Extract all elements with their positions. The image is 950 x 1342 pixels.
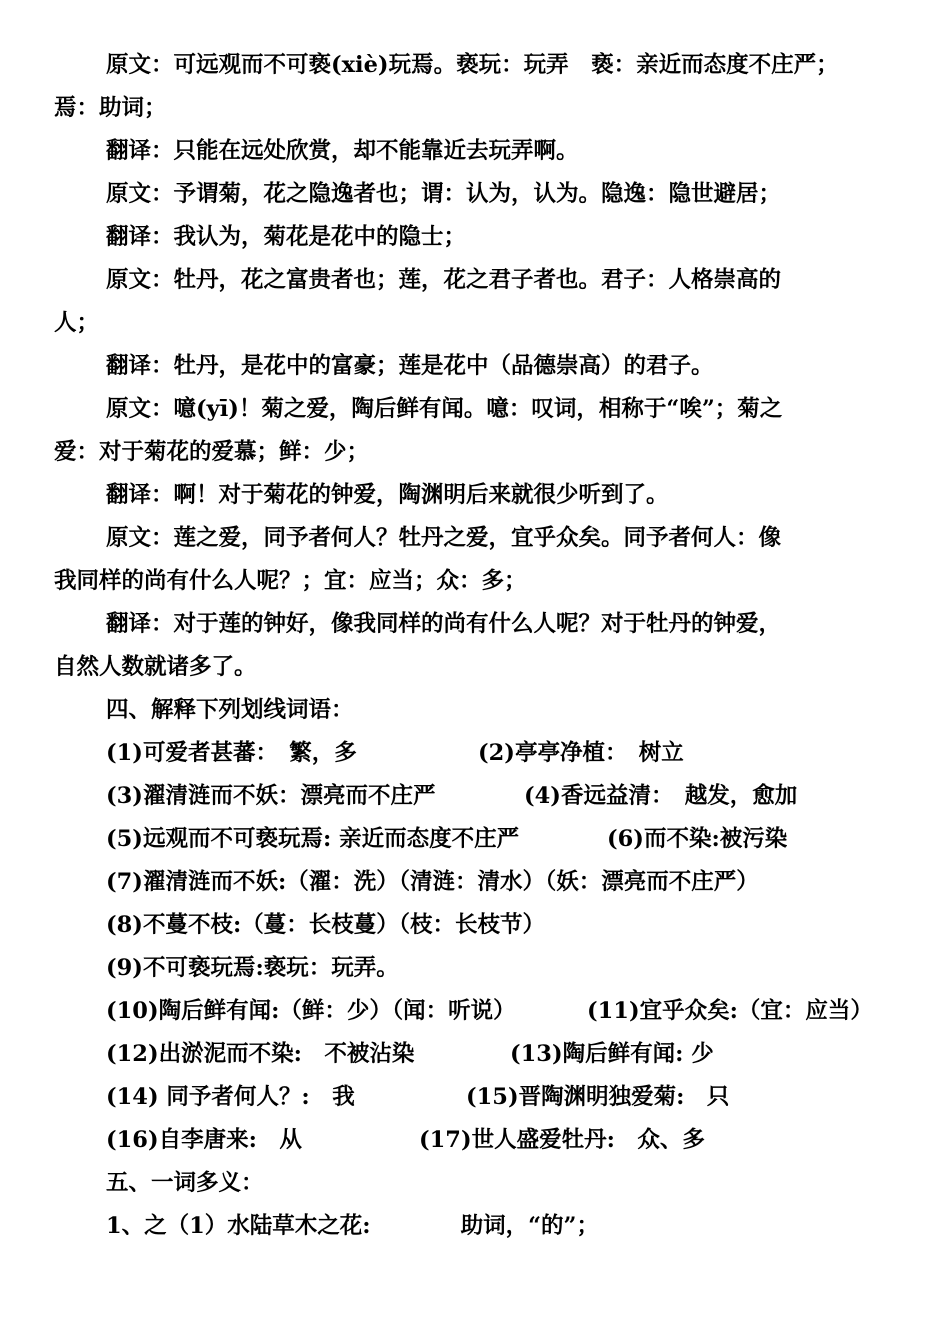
definition-item: (15)晋陶渊明独爱菊: 只 xyxy=(466,1084,730,1110)
text-line: 我同样的尚有什么人呢？；宜：应当；众：多； xyxy=(54,568,527,594)
definition-row xyxy=(54,1119,914,1162)
definition-row xyxy=(54,818,914,861)
text-line: 翻译：牡丹，是花中的富豪；莲是花中（品德崇高）的君子。 xyxy=(106,353,714,379)
definition-row xyxy=(54,1033,914,1076)
text-line: 原文：可远观而不可亵(xiè)玩焉。亵玩：玩弄 亵：亲近而态度不庄严； xyxy=(106,52,839,78)
definition-row xyxy=(54,1076,914,1119)
text-line: 1、之（1）水陆草木之花: 助词，“的”； xyxy=(106,1213,600,1239)
text-line: 自然人数就诸多了。 xyxy=(54,654,257,680)
definition-item: (11)宜乎众矣:（宜：应当） xyxy=(587,998,873,1024)
text-line: 翻译：对于莲的钟好，像我同样的尚有什么人呢？对于牡丹的钟爱， xyxy=(106,611,782,637)
definition-item: (5)远观而不可亵玩焉: 亲近而态度不庄严 xyxy=(106,826,520,852)
text-line: 翻译：啊！对于菊花的钟爱，陶渊明后来就很少听到了。 xyxy=(106,482,669,508)
definition-item: (10)陶后鲜有闻:（鲜：少）（闻：听说） xyxy=(106,998,516,1024)
text-line: 翻译：我认为，菊花是花中的隐士； xyxy=(106,224,467,250)
definition-item: (16)自李唐来: 从 xyxy=(106,1127,302,1153)
section-heading: 四、解释下列划线词语： xyxy=(106,697,354,723)
definition-item: (9)不可亵玩焉:亵玩：玩弄。 xyxy=(106,955,399,981)
definition-item: (2)亭亭净植： 树立 xyxy=(478,740,684,766)
definition-item: (13)陶后鲜有闻: 少 xyxy=(510,1041,714,1067)
definition-item: (4)香远益清： 越发，愈加 xyxy=(524,783,798,809)
text-line: 原文：牡丹，花之富贵者也；莲，花之君子者也。君子：人格崇高的 xyxy=(106,267,782,293)
definition-item: (8)不蔓不枝:（蔓：长枝蔓）（枝：长枝节） xyxy=(106,912,546,938)
section-heading: 五、一词多义： xyxy=(106,1170,264,1196)
definition-item: (7)濯清涟而不妖:（濯：洗）（清涟：清水）（妖：漂亮而不庄严） xyxy=(106,869,759,895)
text-line: 原文：噫(yī)！菊之爱，陶后鲜有闻。噫：叹词，相称于“唉”；菊之 xyxy=(106,396,783,422)
definition-item: (3)濯清涟而不妖：漂亮而不庄严 xyxy=(106,783,436,809)
text-line: 翻译：只能在远处欣赏，却不能靠近去玩弄啊。 xyxy=(106,138,579,164)
definition-item: (14) 同予者何人？: 我 xyxy=(106,1084,355,1110)
text-line: 原文：莲之爱，同予者何人？牡丹之爱，宜乎众矣。同予者何人：像 xyxy=(106,525,782,551)
text-line: 焉：助词； xyxy=(54,95,167,121)
definition-row xyxy=(54,732,914,775)
definition-item: (6)而不染:被污染 xyxy=(607,826,788,852)
text-line: 原文：予谓菊，花之隐逸者也；谓：认为，认为。隐逸：隐世避居； xyxy=(106,181,782,207)
definition-item: (17)世人盛爱牡丹: 众、多 xyxy=(419,1127,705,1153)
definition-item: (12)出淤泥而不染: 不被沾染 xyxy=(106,1041,415,1067)
definition-row xyxy=(54,990,914,1033)
document-page xyxy=(54,44,914,1248)
text-line: 人； xyxy=(54,310,100,336)
definition-item: (1)可爱者甚蕃： 繁，多 xyxy=(106,740,357,766)
definition-row xyxy=(54,775,914,818)
text-line: 爱：对于菊花的爱慕；鲜：少； xyxy=(54,439,370,465)
